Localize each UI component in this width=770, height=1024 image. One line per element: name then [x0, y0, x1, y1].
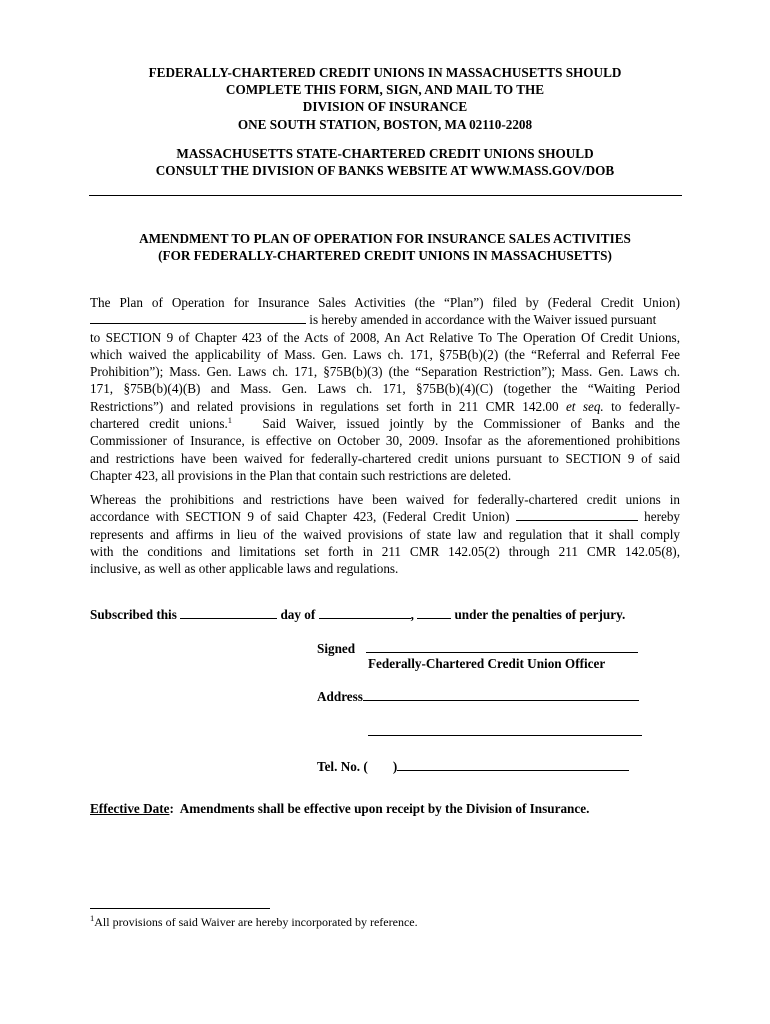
telephone-line: [317, 758, 629, 775]
day-blank[interactable]: [180, 606, 277, 619]
effective-date-text: Amendments shall be effective upon receipt by the Division of Insurance.: [179, 801, 590, 816]
paragraph-line: [90, 311, 680, 328]
comma-text: ,: [410, 607, 414, 622]
tel-close: ): [392, 759, 398, 774]
address-line: [317, 688, 639, 705]
officer-title: Federally-Chartered Credit Union Officer: [368, 656, 606, 671]
paragraph-line: Whereas the prohibitions and restrictions have been waived for federally-chartered credit unions in: [90, 492, 680, 507]
month-blank[interactable]: [319, 606, 411, 619]
paragraph-line: 171, §75B(b)(4)(B) and Mass. Gen. Laws ch. 171, §75B(b)(4)(C) (together the “Waiting Period: [90, 381, 680, 397]
waiver-affirmation-paragraph: [90, 491, 680, 577]
header-divider: [89, 195, 682, 196]
paragraph-line: to SECTION 9 of Chapter 423 of the Acts of 2008, An Act Relative To The Operation Of Credit Unions,: [90, 329, 680, 345]
credit-union-name-blank[interactable]: [90, 311, 306, 324]
paragraph-text: Restrictions”) and related provisions in regulations set forth in 211 CMR 142.00: [90, 398, 559, 414]
paragraph-line: [90, 508, 680, 525]
paragraph-line: [90, 415, 680, 432]
paragraph-line: The Plan of Operation for Insurance Sales Activities (the “Plan”) filed by (Federal Credit Union): [90, 295, 680, 310]
header-line: MASSACHUSETTS STATE-CHARTERED CREDIT UNIONS SHOULD: [176, 146, 594, 161]
subscribed-line: [90, 606, 625, 623]
footnote-divider: [90, 908, 270, 909]
year-blank[interactable]: [417, 606, 451, 619]
effective-date-label: Effective Date: [90, 801, 170, 816]
header-line: COMPLETE THIS FORM, SIGN, AND MAIL TO THE: [225, 82, 545, 98]
document-title: [90, 230, 680, 264]
effective-date-statement: [90, 801, 589, 817]
signed-label: Signed: [317, 641, 356, 656]
telephone-blank[interactable]: [397, 758, 629, 771]
footnote: [90, 915, 418, 930]
effective-colon: :: [169, 801, 174, 816]
plan-amendment-paragraph: [90, 294, 680, 484]
state-credit-union-header: [90, 145, 680, 179]
address-label: Address: [317, 689, 363, 704]
title-line: AMENDMENT TO PLAN OF OPERATION FOR INSURANCE SALES ACTIVITIES: [139, 231, 631, 246]
paragraph-line: with the conditions and limitations set forth in 211 CMR 142.05(2) through 211 CMR 142.05(8),: [90, 543, 680, 559]
mailing-instructions-header: [90, 64, 680, 133]
paragraph-italic-text: et seq.: [565, 398, 604, 414]
paragraph-text: is hereby amended in accordance with the Waiver issued pursuant: [309, 312, 657, 328]
title-line: (FOR FEDERALLY-CHARTERED CREDIT UNIONS IN MASSACHUSETTS): [158, 248, 612, 264]
tel-label: Tel. No. (: [317, 759, 368, 774]
signature-line: [317, 640, 638, 657]
paragraph-line: represents and affirms in lieu of the waived provisions of state law and regulation that it shall comply: [90, 526, 680, 542]
subscribed-label: Subscribed this: [90, 607, 177, 622]
header-line: FEDERALLY-CHARTERED CREDIT UNIONS IN MASSACHUSETTS SHOULD: [148, 65, 622, 80]
header-line: ONE SOUTH STATION, BOSTON, MA 02110-2208: [237, 116, 533, 132]
paragraph-line: and restrictions have been waived for federally-chartered credit unions pursuant to SECTION 9 of said: [90, 450, 680, 466]
paragraph-line: inclusive, as well as other applicable laws and regulations.: [90, 561, 399, 577]
header-line: DIVISION OF INSURANCE: [302, 99, 468, 115]
paragraph-line: [90, 398, 680, 415]
paragraph-text: Said Waiver, issued jointly by the Commissioner of Banks and the: [262, 416, 681, 432]
paragraph-line: Prohibition”); Mass. Gen. Laws ch. 171, §75B(b)(3) (the “Separation Restriction”); Mass. Gen. Laws ch.: [90, 364, 680, 380]
footnote-reference: 1: [227, 415, 233, 426]
paragraph-text: to federally-: [611, 398, 681, 414]
paragraph-line: Chapter 423, all provisions in the Plan that contain such restrictions are deleted.: [90, 467, 512, 483]
header-line: CONSULT THE DIVISION OF BANKS WEBSITE AT WWW.MASS.GOV/DOB: [155, 163, 615, 179]
paragraph-text: accordance with SECTION 9 of said Chapter 423, (Federal Credit Union): [90, 509, 510, 525]
paragraph-text: chartered credit unions.: [90, 416, 228, 432]
credit-union-name-blank[interactable]: [516, 508, 638, 521]
signature-blank[interactable]: [366, 640, 638, 653]
paragraph-text: hereby: [644, 509, 681, 525]
address-blank-second-line[interactable]: [368, 735, 642, 736]
footnote-mark: 1: [90, 913, 95, 923]
address-blank[interactable]: [363, 688, 639, 701]
perjury-label: under the penalties of perjury.: [454, 607, 626, 622]
paragraph-line: Commissioner of Insurance, is effective on October 30, 2009. Insofar as the aforementioned prohibitions: [90, 433, 680, 449]
footnote-text: All provisions of said Waiver are hereby incorporated by reference.: [94, 915, 418, 929]
paragraph-line: which waived the applicability of Mass. Gen. Laws ch. 171, §75B(b)(2) (the “Referral and Referral Fee: [90, 346, 680, 362]
day-of-label: day of: [280, 607, 316, 622]
